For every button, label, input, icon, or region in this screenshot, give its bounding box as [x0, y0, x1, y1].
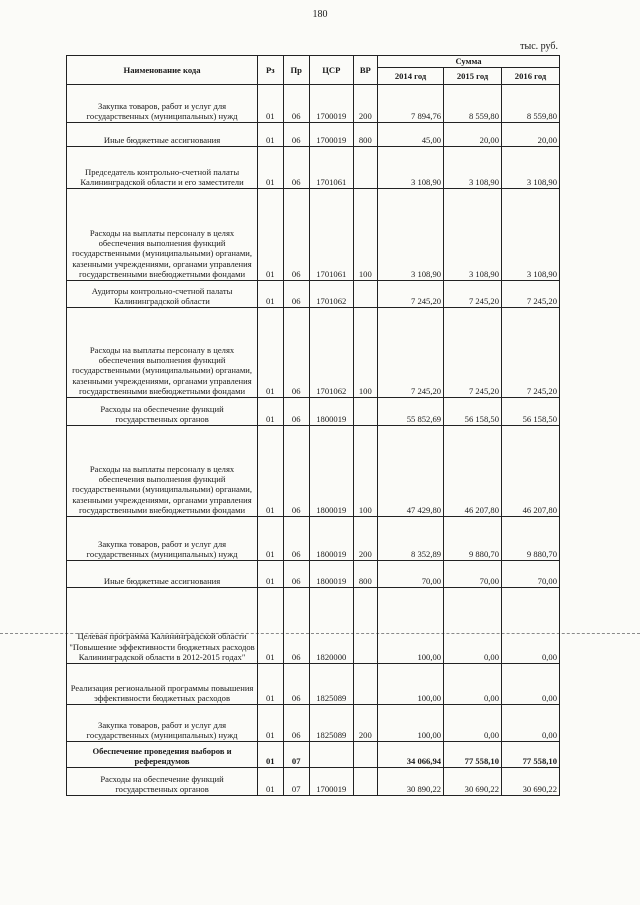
row-rz: 01	[258, 189, 283, 281]
row-sum-2016: 20,00	[502, 123, 560, 147]
table-row	[67, 517, 560, 561]
row-pr: 06	[283, 705, 309, 742]
row-sum-2016: 8 559,80	[502, 85, 560, 123]
row-sum-2014: 100,00	[378, 664, 444, 705]
row-name: Закупка товаров, работ и услуг для государственных (муниципальных) нужд	[67, 517, 258, 561]
table-row	[67, 281, 560, 308]
row-name: Целевая программа Калининградской области "Повышение эффективности бюджетных расходов Калининградской области в 2012-2015 годах"	[67, 588, 258, 664]
row-rz: 01	[258, 561, 283, 588]
table-row	[67, 705, 560, 742]
row-name: Расходы на выплаты персоналу в целях обеспечения выполнения функций государственными (муниципальными) органами, казенными учреждениями, органами управления государственными внебюджетными фондами	[67, 426, 258, 517]
header-csr: ЦСР	[309, 56, 353, 85]
row-rz: 01	[258, 517, 283, 561]
row-pr: 07	[283, 742, 309, 768]
row-pr: 06	[283, 281, 309, 308]
row-csr: 1825089	[309, 705, 353, 742]
row-rz: 01	[258, 664, 283, 705]
table-row	[67, 123, 560, 147]
row-rz: 01	[258, 398, 283, 426]
row-sum-2015: 70,00	[444, 561, 502, 588]
row-vr	[353, 588, 377, 664]
row-pr: 07	[283, 768, 309, 796]
row-csr: 1820000	[309, 588, 353, 664]
row-sum-2016: 30 690,22	[502, 768, 560, 796]
row-pr: 06	[283, 147, 309, 189]
row-pr: 06	[283, 85, 309, 123]
row-csr: 1800019	[309, 398, 353, 426]
row-sum-2016: 46 207,80	[502, 426, 560, 517]
row-vr	[353, 398, 377, 426]
row-sum-2015: 0,00	[444, 705, 502, 742]
row-vr	[353, 742, 377, 768]
row-pr: 06	[283, 588, 309, 664]
row-sum-2014: 70,00	[378, 561, 444, 588]
row-name: Расходы на выплаты персоналу в целях обеспечения выполнения функций государственными (муниципальными) органами, казенными учреждениями, органами управления государственными внебюджетными фондами	[67, 189, 258, 281]
row-sum-2014: 7 245,20	[378, 308, 444, 398]
row-csr: 1700019	[309, 123, 353, 147]
row-pr: 06	[283, 561, 309, 588]
header-2014: 2014 год	[378, 68, 444, 85]
row-rz: 01	[258, 588, 283, 664]
table-row	[67, 561, 560, 588]
row-csr: 1800019	[309, 426, 353, 517]
row-sum-2014: 7 245,20	[378, 281, 444, 308]
table-body	[67, 85, 560, 796]
row-rz: 01	[258, 705, 283, 742]
row-sum-2014: 34 066,94	[378, 742, 444, 768]
row-csr: 1700019	[309, 768, 353, 796]
table-row	[67, 189, 560, 281]
row-vr	[353, 664, 377, 705]
table-row	[67, 308, 560, 398]
row-name: Расходы на обеспечение функций государственных органов	[67, 768, 258, 796]
row-rz: 01	[258, 85, 283, 123]
header-2015: 2015 год	[444, 68, 502, 85]
row-vr: 800	[353, 123, 377, 147]
row-sum-2015: 20,00	[444, 123, 502, 147]
table-row	[67, 664, 560, 705]
table-row	[67, 426, 560, 517]
row-sum-2016: 0,00	[502, 588, 560, 664]
table-row	[67, 768, 560, 796]
row-name: Расходы на обеспечение функций государственных органов	[67, 398, 258, 426]
row-vr: 200	[353, 85, 377, 123]
row-sum-2014: 55 852,69	[378, 398, 444, 426]
row-sum-2014: 47 429,80	[378, 426, 444, 517]
row-name: Обеспечение проведения выборов и референдумов	[67, 742, 258, 768]
row-sum-2016: 77 558,10	[502, 742, 560, 768]
row-sum-2016: 0,00	[502, 705, 560, 742]
row-vr	[353, 281, 377, 308]
row-sum-2016: 9 880,70	[502, 517, 560, 561]
row-sum-2016: 56 158,50	[502, 398, 560, 426]
row-sum-2014: 100,00	[378, 588, 444, 664]
row-vr: 100	[353, 308, 377, 398]
row-sum-2014: 100,00	[378, 705, 444, 742]
header-name: Наименование кода	[67, 56, 258, 85]
header-sum: Сумма	[378, 56, 560, 68]
row-sum-2016: 7 245,20	[502, 281, 560, 308]
row-name: Расходы на выплаты персоналу в целях обеспечения выполнения функций государственными (муниципальными) органами, казенными учреждениями, органами управления государственными внебюджетными фондами	[67, 308, 258, 398]
row-csr	[309, 742, 353, 768]
header-pr: Пр	[283, 56, 309, 85]
row-sum-2014: 7 894,76	[378, 85, 444, 123]
row-sum-2015: 7 245,20	[444, 281, 502, 308]
page-number: 180	[312, 9, 328, 20]
row-pr: 06	[283, 123, 309, 147]
row-vr: 100	[353, 426, 377, 517]
row-rz: 01	[258, 742, 283, 768]
row-name: Аудиторы контрольно-счетной палаты Калининградской области	[67, 281, 258, 308]
row-sum-2015: 30 690,22	[444, 768, 502, 796]
row-sum-2015: 3 108,90	[444, 189, 502, 281]
row-rz: 01	[258, 426, 283, 517]
row-sum-2015: 7 245,20	[444, 308, 502, 398]
row-csr: 1701061	[309, 189, 353, 281]
row-vr: 200	[353, 517, 377, 561]
row-rz: 01	[258, 147, 283, 189]
row-sum-2014: 3 108,90	[378, 189, 444, 281]
budget-table	[66, 55, 560, 796]
row-sum-2015: 3 108,90	[444, 147, 502, 189]
row-name: Закупка товаров, работ и услуг для государственных (муниципальных) нужд	[67, 85, 258, 123]
row-pr: 06	[283, 189, 309, 281]
row-sum-2015: 56 158,50	[444, 398, 502, 426]
row-sum-2014: 45,00	[378, 123, 444, 147]
row-sum-2014: 3 108,90	[378, 147, 444, 189]
row-sum-2015: 77 558,10	[444, 742, 502, 768]
row-rz: 01	[258, 281, 283, 308]
table-row	[67, 85, 560, 123]
table-row	[67, 742, 560, 768]
row-sum-2014: 30 890,22	[378, 768, 444, 796]
header-rz: Рз	[258, 56, 283, 85]
row-vr	[353, 147, 377, 189]
row-vr	[353, 768, 377, 796]
unit-label: тыс. руб.	[520, 41, 558, 52]
table-row	[67, 398, 560, 426]
row-sum-2016: 70,00	[502, 561, 560, 588]
row-csr: 1825089	[309, 664, 353, 705]
row-sum-2016: 0,00	[502, 664, 560, 705]
row-sum-2015: 8 559,80	[444, 85, 502, 123]
row-vr: 100	[353, 189, 377, 281]
row-name: Реализация региональной программы повышения эффективности бюджетных расходов	[67, 664, 258, 705]
row-csr: 1701061	[309, 147, 353, 189]
row-vr: 200	[353, 705, 377, 742]
row-pr: 06	[283, 398, 309, 426]
row-pr: 06	[283, 517, 309, 561]
row-name: Иные бюджетные ассигнования	[67, 561, 258, 588]
row-sum-2015: 0,00	[444, 664, 502, 705]
row-sum-2015: 0,00	[444, 588, 502, 664]
table-row	[67, 588, 560, 664]
table-row	[67, 147, 560, 189]
row-sum-2014: 8 352,89	[378, 517, 444, 561]
row-sum-2016: 7 245,20	[502, 308, 560, 398]
row-pr: 06	[283, 664, 309, 705]
row-csr: 1800019	[309, 517, 353, 561]
table-header	[67, 56, 560, 85]
row-rz: 01	[258, 123, 283, 147]
row-pr: 06	[283, 308, 309, 398]
row-csr: 1701062	[309, 308, 353, 398]
row-vr: 800	[353, 561, 377, 588]
row-sum-2016: 3 108,90	[502, 147, 560, 189]
row-name: Председатель контрольно-счетной палаты Калининградской области и его заместители	[67, 147, 258, 189]
header-vr: ВР	[353, 56, 377, 85]
row-name: Закупка товаров, работ и услуг для государственных (муниципальных) нужд	[67, 705, 258, 742]
header-2016: 2016 год	[502, 68, 560, 85]
row-sum-2015: 46 207,80	[444, 426, 502, 517]
row-csr: 1701062	[309, 281, 353, 308]
row-sum-2016: 3 108,90	[502, 189, 560, 281]
row-pr: 06	[283, 426, 309, 517]
row-csr: 1800019	[309, 561, 353, 588]
row-name: Иные бюджетные ассигнования	[67, 123, 258, 147]
row-rz: 01	[258, 768, 283, 796]
row-csr: 1700019	[309, 85, 353, 123]
row-rz: 01	[258, 308, 283, 398]
row-sum-2015: 9 880,70	[444, 517, 502, 561]
